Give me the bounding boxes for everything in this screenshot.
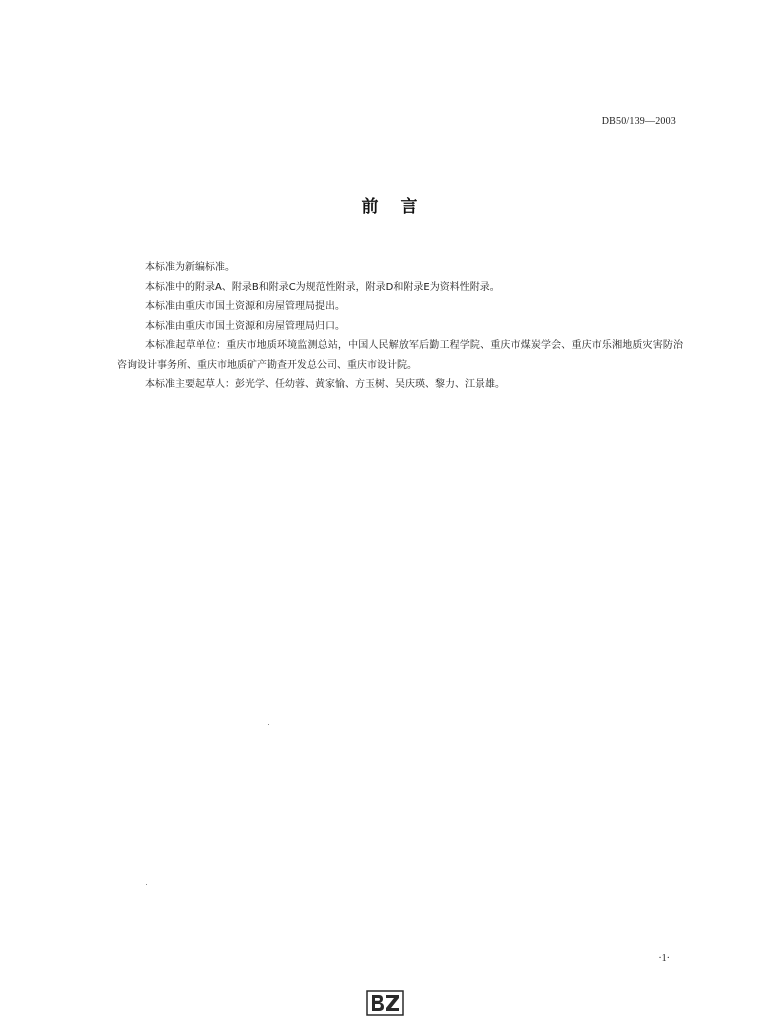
page-number: ·1· <box>658 953 670 964</box>
paragraph-proposed-by: 本标准由重庆市国土资源和房屋管理局提出。 <box>145 301 345 312</box>
page-title: 前言 <box>361 197 440 217</box>
paragraph-appendices: 本标准中的附录A、附录B和附录C为规范性附录，附录D和附录E为资料性附录。 <box>145 281 500 293</box>
bz-logo-watermark <box>366 990 404 1016</box>
scan-speck <box>146 884 147 885</box>
paragraph-drafting-units: 本标准起草单位：重庆市地质环境监测总站，中国人民解放军后勤工程学院、重庆市煤炭学会、重庆市乐湘地质灾害防治咨询设计事务所、重庆市地质矿产勘查开发总公司、重庆市设计院。 <box>117 340 683 371</box>
preface-body <box>117 258 683 395</box>
standard-code: DB50/139—2003 <box>601 116 676 127</box>
paragraph-drafters: 本标准主要起草人：彭光学、任幼蓉、黄家愉、方玉树、吴庆瑛、黎力、江景雄。 <box>145 379 505 390</box>
paragraph-new-standard: 本标准为新编标准。 <box>145 262 235 273</box>
paragraph-centralized-by: 本标准由重庆市国土资源和房屋管理局归口。 <box>145 320 345 332</box>
scan-speck <box>268 724 269 725</box>
